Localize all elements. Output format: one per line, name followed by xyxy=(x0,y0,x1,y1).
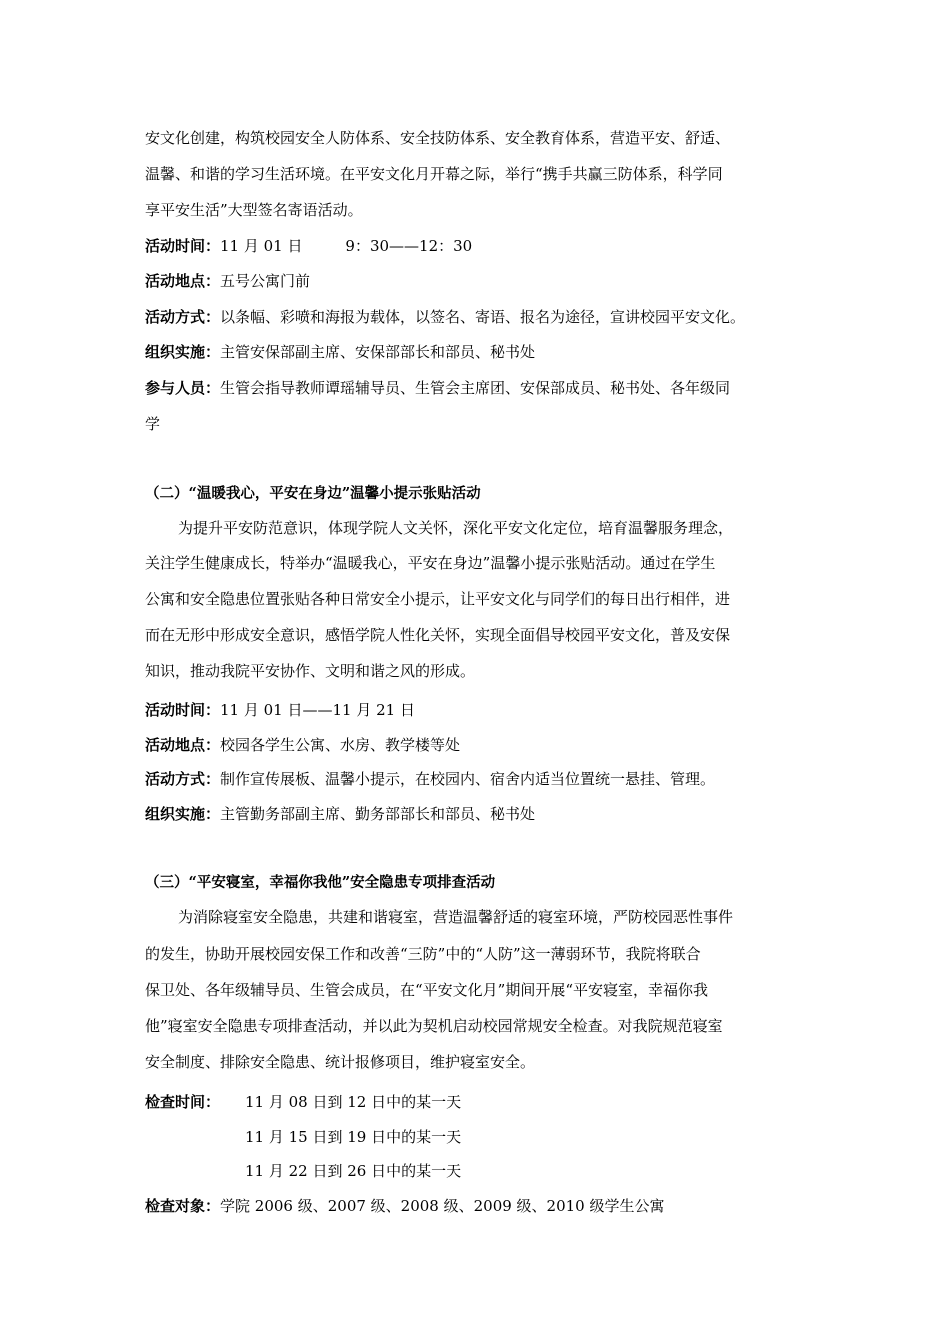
field-label: 活动地点： xyxy=(145,272,221,290)
act3-para-line-1: 为消除寝室安全隐患，共建和谐寝室，营造温馨舒适的寝室环境，严防校园恶性事件 xyxy=(178,908,734,926)
field-value: 以条幅、彩喷和海报为载体，以签名、寄语、报名为途径，宣讲校园平安文化。 xyxy=(220,308,746,326)
act1-participants xyxy=(145,378,730,398)
field-value: 五号公寓门前 xyxy=(220,272,311,290)
act2-para-line-1: 为提升平安防范意识，体现学院人文关怀，深化平安文化定位，培育温馨服务理念， xyxy=(178,519,734,537)
intro-line-1: 安文化创建，构筑校园安全人防体系、安全技防体系、安全教育体系，营造平安、舒适、 xyxy=(145,129,731,147)
field-value: 生管会指导教师谭瑶辅导员、生管会主席团、安保部成员、秘书处、各年级同 xyxy=(220,379,731,397)
section-heading-3: （三）“平安寝室，幸福你我他”安全隐患专项排查活动 xyxy=(145,874,496,891)
field-value: 制作宣传展板、温馨小提示，在校园内、宿舍内适当位置统一悬挂、管理。 xyxy=(220,770,716,788)
act1-method xyxy=(145,307,745,327)
act2-para-line-4: 而在无形中形成安全意识，感悟学院人性化关怀，实现全面倡导校园平安文化，普及安保 xyxy=(145,626,731,644)
intro-line-3: 享平安生活”大型签名寄语活动。 xyxy=(145,201,363,219)
act3-para-line-5: 安全制度、排除安全隐患、统计报修项目，维护寝室安全。 xyxy=(145,1053,536,1071)
act2-para-line-3: 公寓和安全隐患位置张贴各种日常安全小提示，让平安文化与同学们的每日出行相伴，进 xyxy=(145,590,731,608)
field-label: 活动方式： xyxy=(145,770,221,788)
act3-para-line-2: 的发生，协助开展校园安保工作和改善“三防”中的“人防”这一薄弱环节，我院将联合 xyxy=(145,945,701,963)
act1-place xyxy=(145,271,310,291)
field-label: 活动方式： xyxy=(145,308,221,326)
field-label: 组织实施： xyxy=(145,343,221,361)
check-time-label: 检查时间： xyxy=(145,1093,221,1111)
field-value: 学院 2006 级、2007 级、2008 级、2009 级、2010 级学生公寓 xyxy=(220,1197,665,1215)
field-label: 活动时间： xyxy=(145,701,221,719)
field-value: 11 月 01 日——11 月 21 日 xyxy=(220,701,415,719)
act3-para-line-4: 他”寝室安全隐患专项排查活动，并以此为契机启动校园常规安全检查。对我院规范寝室 xyxy=(145,1017,723,1035)
field-label: 组织实施： xyxy=(145,805,221,823)
field-label: 活动地点： xyxy=(145,736,221,754)
act3-para-line-3: 保卫处、各年级辅导员、生管会成员，在“平安文化月”期间开展“平安寝室，幸福你我 xyxy=(145,981,709,999)
field-value: 11 月 01 日 9：30——12：30 xyxy=(220,237,473,255)
check-time-3: 11 月 22 日到 26 日中的某一天 xyxy=(245,1162,462,1180)
check-time-2: 11 月 15 日到 19 日中的某一天 xyxy=(245,1128,462,1146)
intro-line-2: 温馨、和谐的学习生活环境。在平安文化月开幕之际，举行“携手共赢三防体系，科学同 xyxy=(145,165,723,183)
check-time-1: 11 月 08 日到 12 日中的某一天 xyxy=(245,1093,462,1111)
check-target xyxy=(145,1196,665,1216)
field-label: 活动时间： xyxy=(145,237,221,255)
act2-time xyxy=(145,700,415,720)
field-label: 参与人员： xyxy=(145,379,221,397)
field-value: 校园各学生公寓、水房、教学楼等处 xyxy=(220,736,461,754)
act1-time xyxy=(145,236,472,256)
field-label: 检查对象： xyxy=(145,1197,221,1215)
section-heading-2: （二）“温暖我心，平安在身边”温馨小提示张贴活动 xyxy=(145,485,481,502)
act2-para-line-2: 关注学生健康成长，特举办“温暖我心，平安在身边”温馨小提示张贴活动。通过在学生 xyxy=(145,554,716,572)
act2-para-line-5: 知识，推动我院平安协作、文明和谐之风的形成。 xyxy=(145,662,476,680)
field-value: 主管勤务部副主席、勤务部部长和部员、秘书处 xyxy=(220,805,536,823)
act2-place xyxy=(145,735,460,755)
act1-org xyxy=(145,342,535,362)
act2-org xyxy=(145,804,535,824)
act1-participants-cont: 学 xyxy=(145,415,161,433)
act2-method xyxy=(145,769,715,789)
field-value: 主管安保部副主席、安保部部长和部员、秘书处 xyxy=(220,343,536,361)
